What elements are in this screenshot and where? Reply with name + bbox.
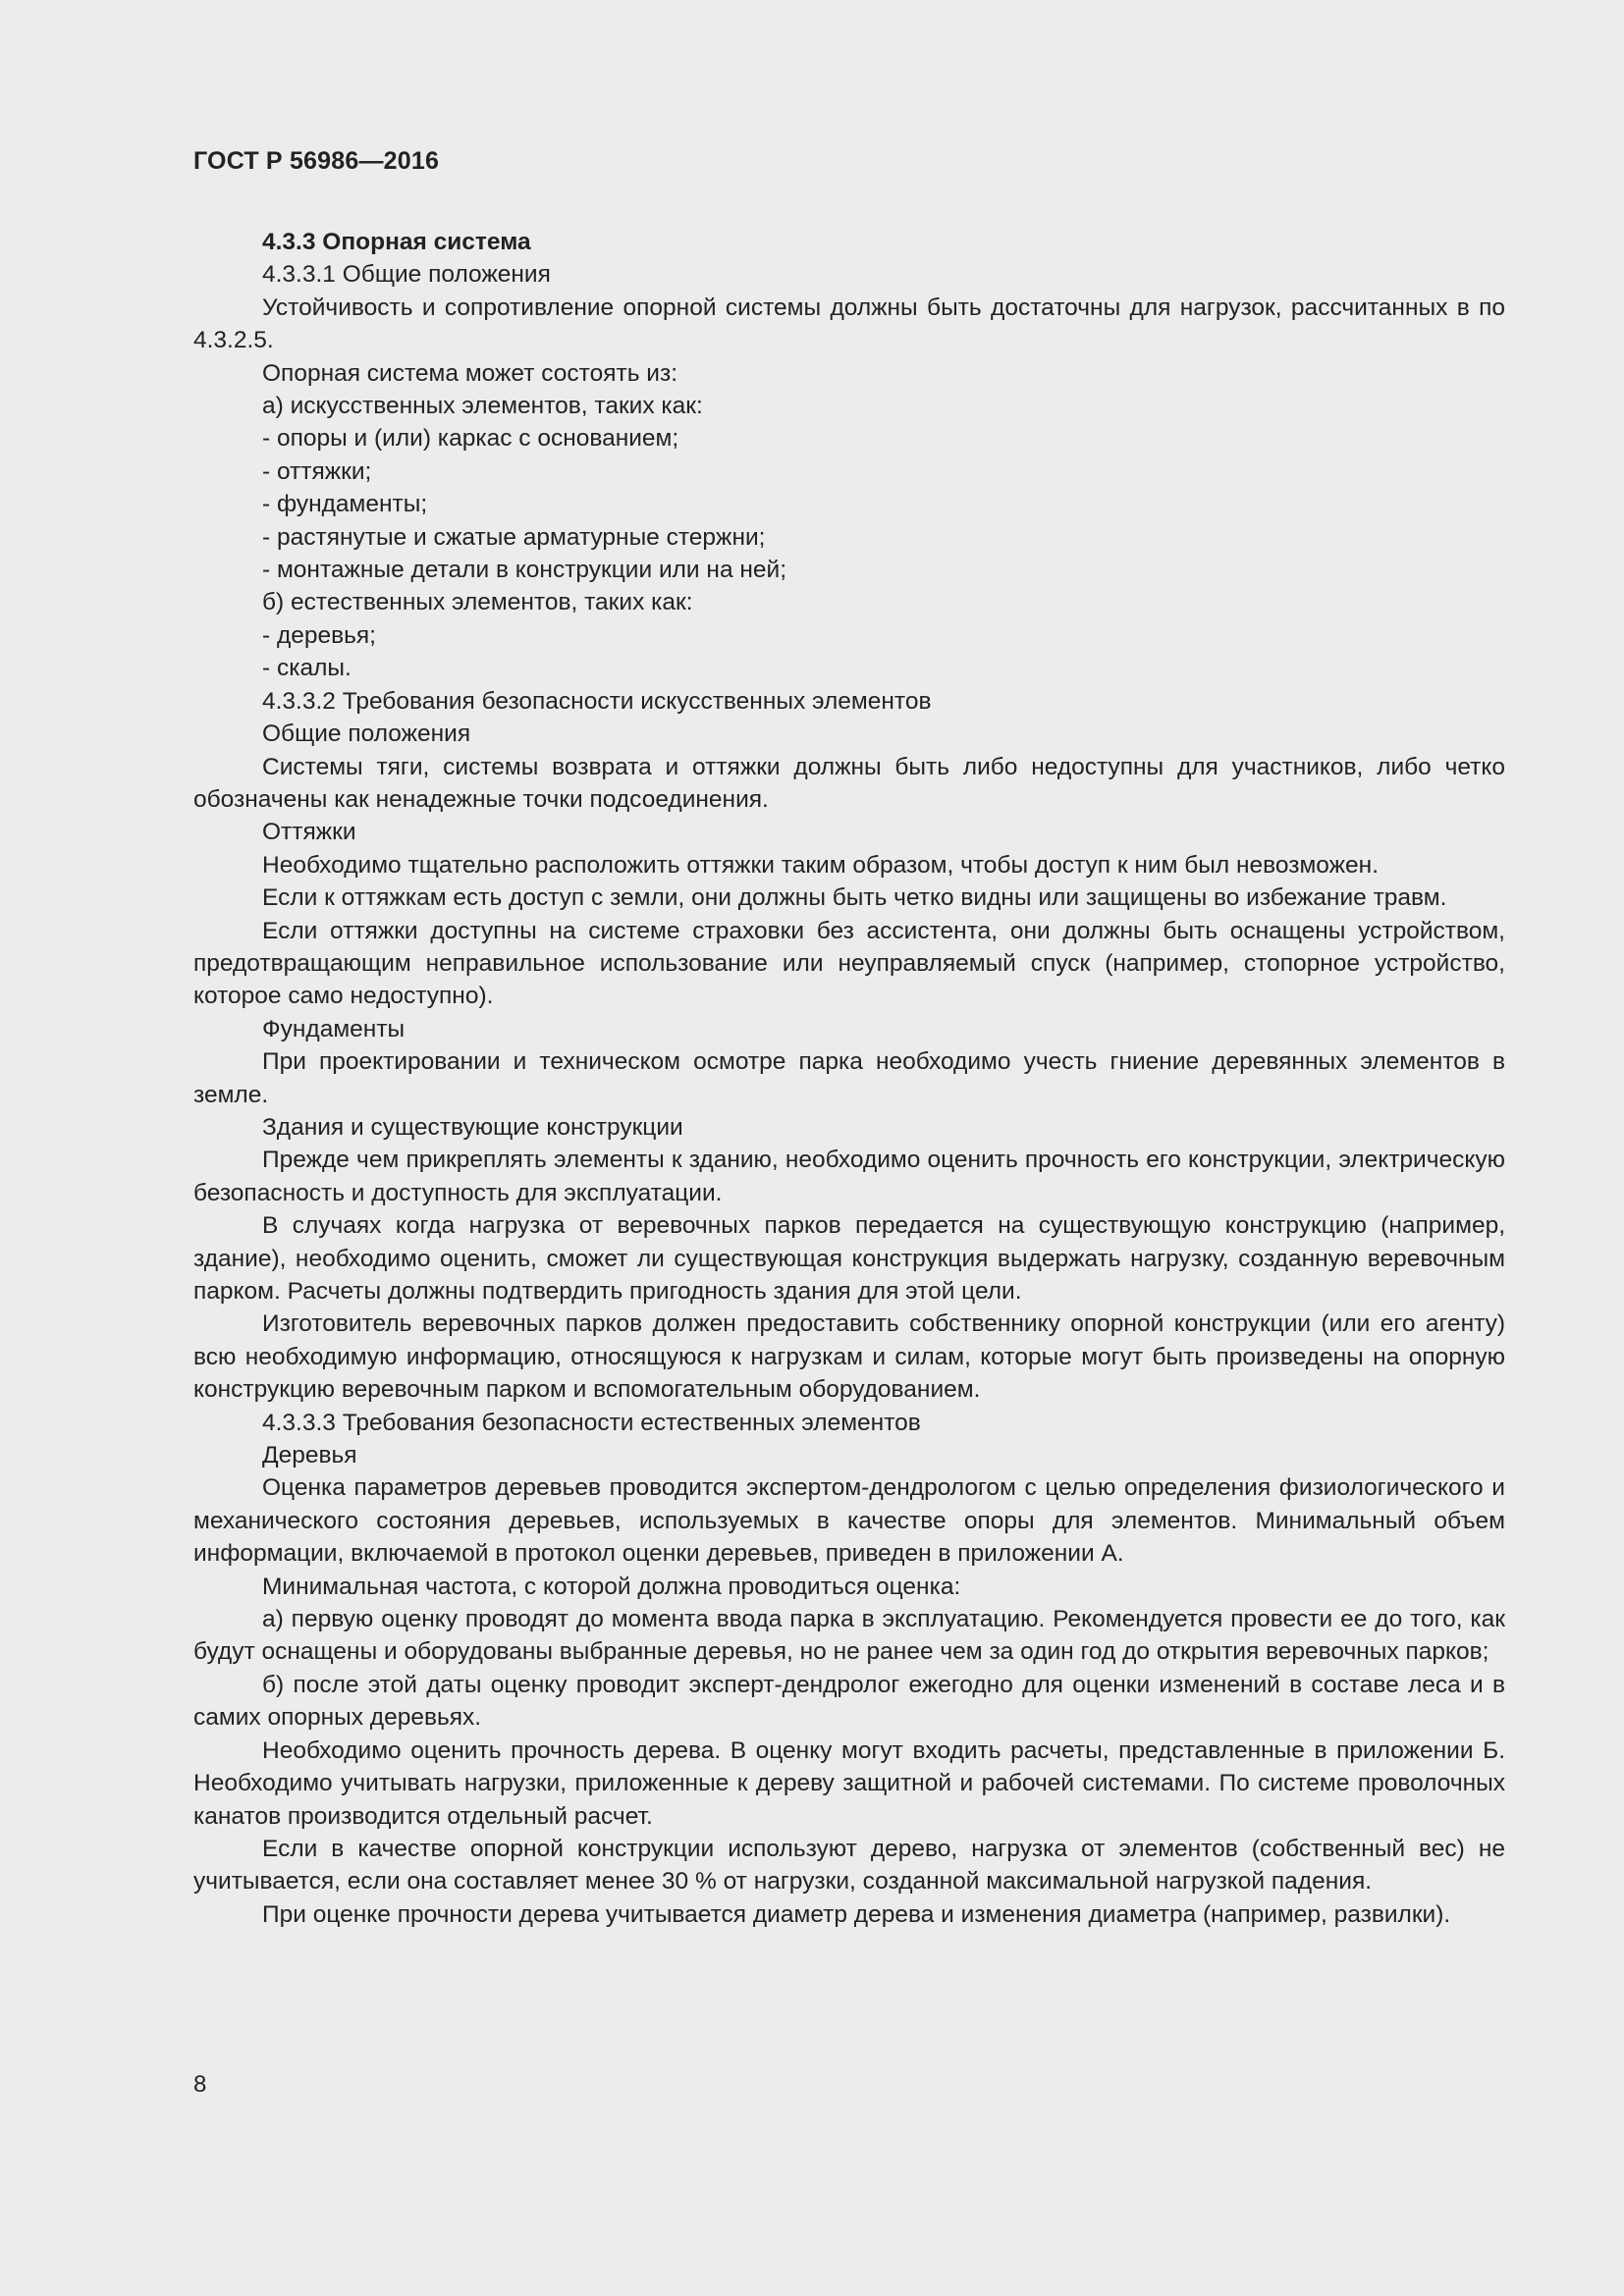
paragraph: Устойчивость и сопротивление опорной системы должны быть достаточны для нагрузок, рассчитанных в по 4.3.2.5. (193, 294, 1505, 354)
paragraph: 4.3.3.3 Требования безопасности естественных элементов (262, 1409, 921, 1436)
paragraph: Системы тяги, системы возврата и оттяжки должны быть либо недоступны для участников, либо четко обозначены как ненадежные точки подсоединения. (193, 753, 1505, 813)
paragraph: 4.3.3.2 Требования безопасности искусственных элементов (262, 687, 932, 715)
paragraph: - деревья; (262, 621, 376, 649)
paragraph: - растянутые и сжатые арматурные стержни; (262, 523, 766, 551)
paragraph: а) первую оценку проводят до момента ввода парка в эксплуатацию. Рекомендуется провести ее до того, как будут оснащены и оборудованы выбранные деревья, но не ранее чем за один год до открытия веревочных парков; (193, 1606, 1505, 1666)
paragraph: - скалы. (262, 655, 352, 682)
document-body (193, 226, 1505, 1931)
paragraph: а) искусственных элементов, таких как: (262, 393, 703, 420)
paragraph: Опорная система может состоять из: (262, 359, 678, 387)
paragraph: При проектировании и техническом осмотре парка необходимо учесть гниение деревянных элементов в земле. (193, 1048, 1505, 1108)
paragraph: Необходимо оценить прочность дерева. В оценку могут входить расчеты, представленные в приложении Б. Необходимо учитывать нагрузки, приложенные к дереву защитной и рабочей системами. По системе проволочных канатов производится отдельный расчет. (193, 1736, 1505, 1830)
page-number: 8 (193, 2071, 207, 2098)
paragraph: - оттяжки; (262, 457, 372, 485)
paragraph: Если оттяжки доступны на системе страховки без ассистента, они должны быть оснащены устройством, предотвращающим неправильное использование или неуправляемый спуск (например, стопорное устройство, которое само недоступно). (193, 917, 1505, 1010)
paragraph: Необходимо тщательно расположить оттяжки таким образом, чтобы доступ к ним был невозможен. (262, 851, 1380, 879)
paragraph: Общие положения (262, 721, 471, 748)
paragraph: - опоры и (или) каркас с основанием; (262, 425, 679, 453)
paragraph: В случаях когда нагрузка от веревочных парков передается на существующую конструкцию (например, здание), необходимо оценить, сможет ли существующая конструкция выдержать нагрузку, созданную веревочным парком. Расчеты должны подтвердить пригодность здания для этой цели. (193, 1212, 1505, 1305)
paragraph: б) естественных элементов, таких как: (262, 589, 693, 616)
paragraph: Изготовитель веревочных парков должен предоставить собственнику опорной конструкции (или его агенту) всю необходимую информацию, относящуюся к нагрузкам и силам, которые могут быть произведены на опорную конструкцию веревочным парком и вспомогательным оборудованием. (193, 1310, 1505, 1404)
paragraph: Если в качестве опорной конструкции используют дерево, нагрузка от элементов (собственный вес) не учитывается, если она составляет менее 30 % от нагрузки, созданной максимальной нагрузкой падения. (193, 1835, 1505, 1896)
paragraph: - монтажные детали в конструкции или на ней; (262, 557, 787, 584)
document-header: ГОСТ Р 56986—2016 (193, 147, 440, 175)
paragraph: Фундаменты (262, 1015, 406, 1042)
paragraph: Здания и существующие конструкции (262, 1113, 683, 1141)
paragraph: 4.3.3.1 Общие положения (262, 261, 551, 289)
paragraph: Оценка параметров деревьев проводится экспертом-дендрологом с целью определения физиологического и механического состояния деревьев, используемых в качестве опоры для элементов. Минимальный объем информации, включаемой в протокол оценки деревьев, приведен в приложении А. (193, 1474, 1505, 1568)
section-heading: 4.3.3 Опорная система (262, 229, 531, 255)
paragraph: Деревья (262, 1442, 357, 1469)
paragraph: Оттяжки (262, 819, 356, 846)
paragraph: - фундаменты; (262, 491, 428, 518)
paragraph: Минимальная частота, с которой должна проводиться оценка: (262, 1573, 961, 1600)
paragraph: При оценке прочности дерева учитывается диаметр дерева и изменения диаметра (например, развилки). (262, 1900, 1451, 1928)
paragraph: б) после этой даты оценку проводит эксперт-дендролог ежегодно для оценки изменений в составе леса и в самих опорных деревьях. (193, 1671, 1505, 1732)
paragraph: Прежде чем прикреплять элементы к зданию, необходимо оценить прочность его конструкции, электрическую безопасность и доступность для эксплуатации. (193, 1147, 1505, 1206)
paragraph: Если к оттяжкам есть доступ с земли, они должны быть четко видны или защищены во избежание травм. (262, 884, 1447, 912)
